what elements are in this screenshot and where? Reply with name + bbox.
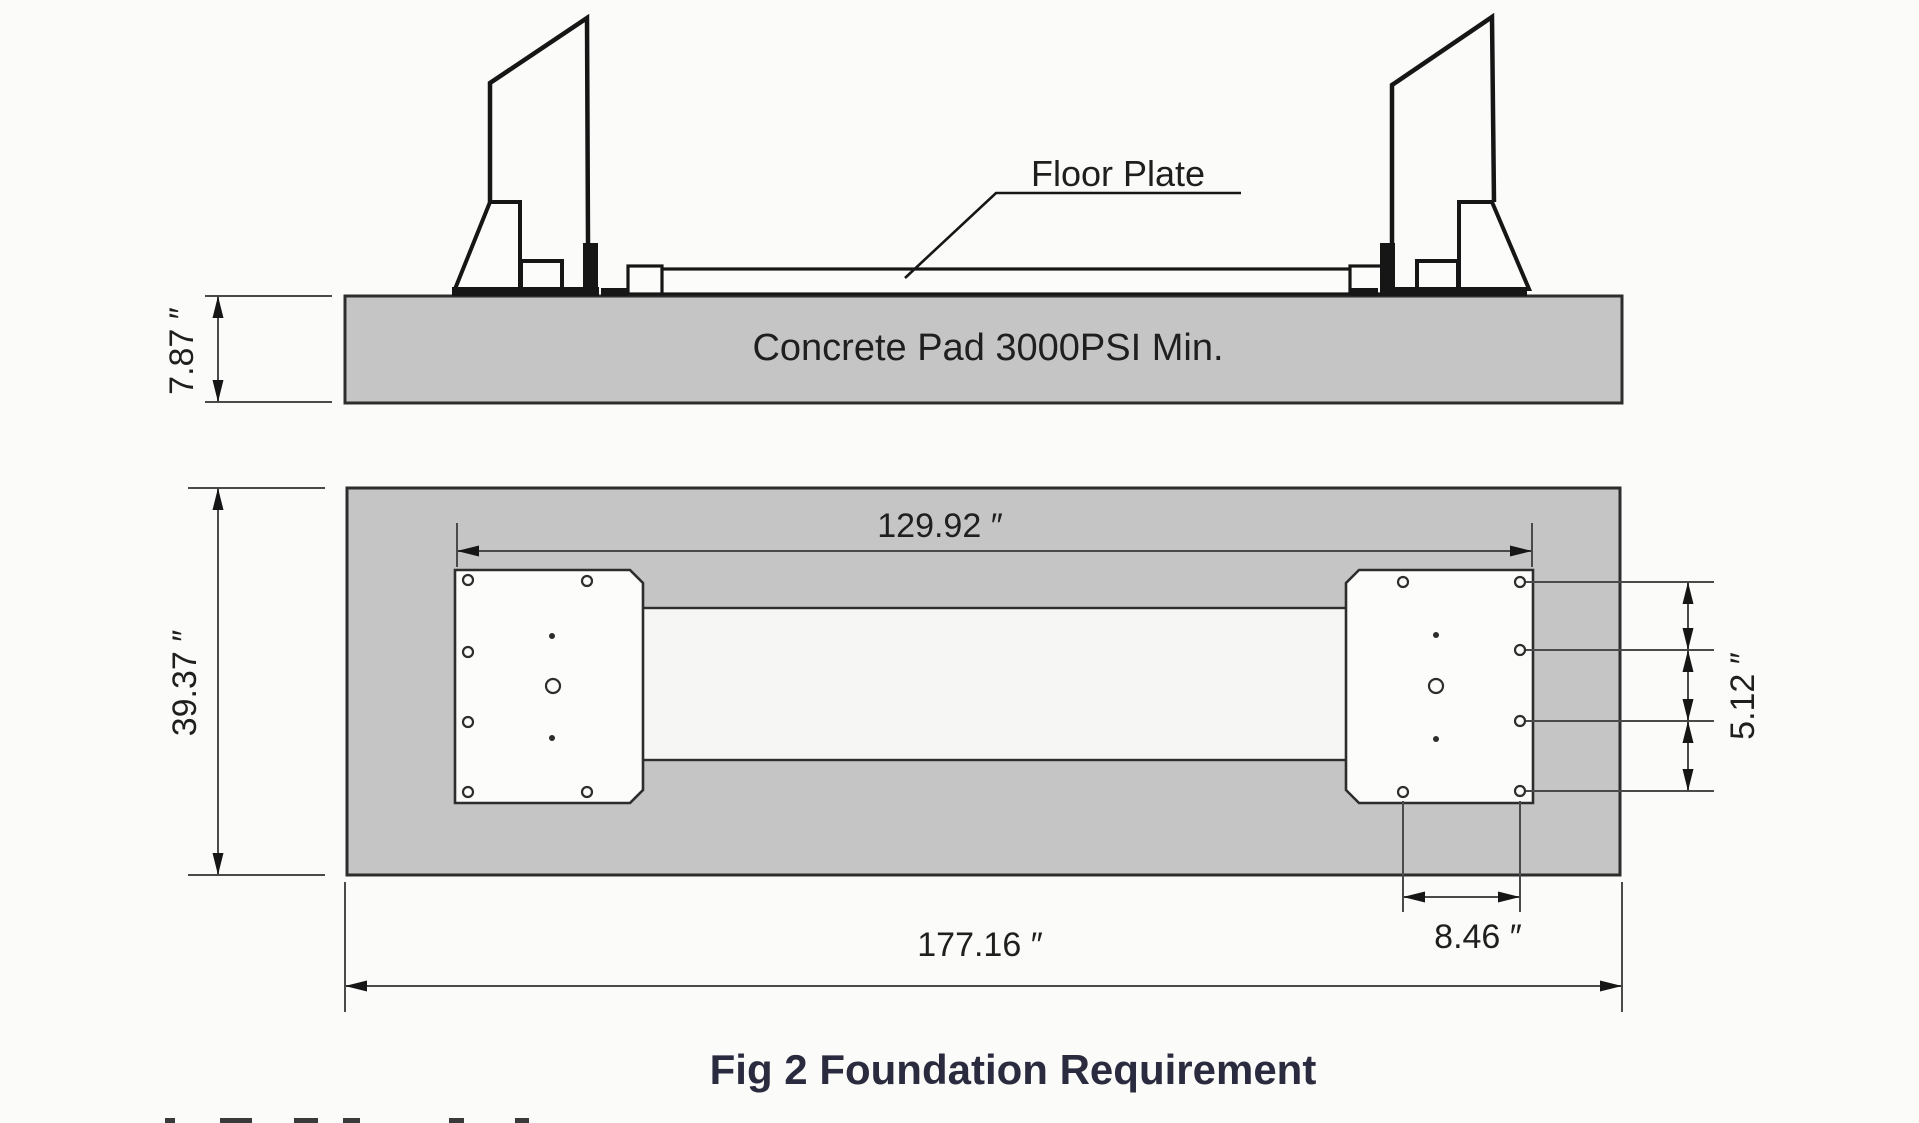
text-fragment <box>220 1118 252 1123</box>
bolt-hole <box>1398 577 1408 587</box>
left-post-gusset <box>455 202 520 289</box>
text-fragment <box>449 1118 464 1123</box>
text-fragment <box>515 1118 529 1123</box>
center-hole <box>546 679 560 693</box>
dimension-pad-depth <box>166 488 325 875</box>
floor-plate-strip <box>630 269 1382 294</box>
floor-plate-label: Floor Plate <box>1030 153 1206 194</box>
cropped-text-fragments <box>165 1118 529 1123</box>
floor-plate-leader-line <box>905 193 1241 278</box>
dimension-pad-length <box>345 882 1622 1012</box>
plan-view <box>166 488 1762 1012</box>
bolt-hole <box>1515 716 1525 726</box>
right-post-baseplate <box>1380 287 1527 296</box>
concrete-pad-label: Concrete Pad 3000PSI Min. <box>752 327 1224 369</box>
floor-plate <box>628 266 1384 294</box>
figure-caption: Fig 2 Foundation Requirement <box>709 1046 1317 1093</box>
dimension-pad-thickness <box>163 296 332 402</box>
right-post-gusset <box>1459 202 1529 289</box>
center-hole <box>1429 679 1443 693</box>
dim-label-bolt-span: 8.46 ″ <box>1434 918 1522 956</box>
dim-label-pad-depth: 39.37 ″ <box>166 629 204 737</box>
right-post-step-block <box>1417 261 1458 290</box>
bolt-hole <box>463 647 473 657</box>
side-elevation-view <box>163 17 1622 403</box>
bolt-hole <box>463 787 473 797</box>
anchor-dot <box>549 735 555 741</box>
dim-label-plate-span: 129.92 ″ <box>877 507 1003 545</box>
left-post-baseplate <box>452 287 599 296</box>
dim-label-pad-thickness: 7.87 ″ <box>163 307 201 395</box>
text-fragment <box>343 1118 360 1123</box>
dim-label-bolt-pitch: 5.12 ″ <box>1724 652 1762 740</box>
left-post-foot-bar <box>583 243 598 292</box>
bolt-hole <box>1398 787 1408 797</box>
bolt-hole <box>582 787 592 797</box>
left-post-step-block <box>521 261 562 290</box>
anchor-dot <box>1433 736 1439 742</box>
anchor-dot <box>549 633 555 639</box>
bolt-hole <box>463 575 473 585</box>
anchor-dot <box>1433 632 1439 638</box>
right-post-baseplate-ext <box>1351 288 1378 296</box>
left-post <box>452 18 628 296</box>
text-fragment <box>165 1118 175 1123</box>
dim-label-pad-length: 177.16 ″ <box>917 926 1043 964</box>
bolt-hole <box>582 576 592 586</box>
left-post-baseplate-ext <box>601 288 628 296</box>
bolt-hole <box>1515 786 1525 796</box>
right-post-foot-bar <box>1380 243 1395 292</box>
runway-strip <box>641 608 1348 760</box>
bolt-hole <box>1515 645 1525 655</box>
bolt-hole <box>463 717 473 727</box>
right-post <box>1351 17 1529 296</box>
bolt-hole <box>1515 577 1525 587</box>
floor-plate-end-left <box>628 266 662 294</box>
text-fragment <box>294 1118 318 1123</box>
